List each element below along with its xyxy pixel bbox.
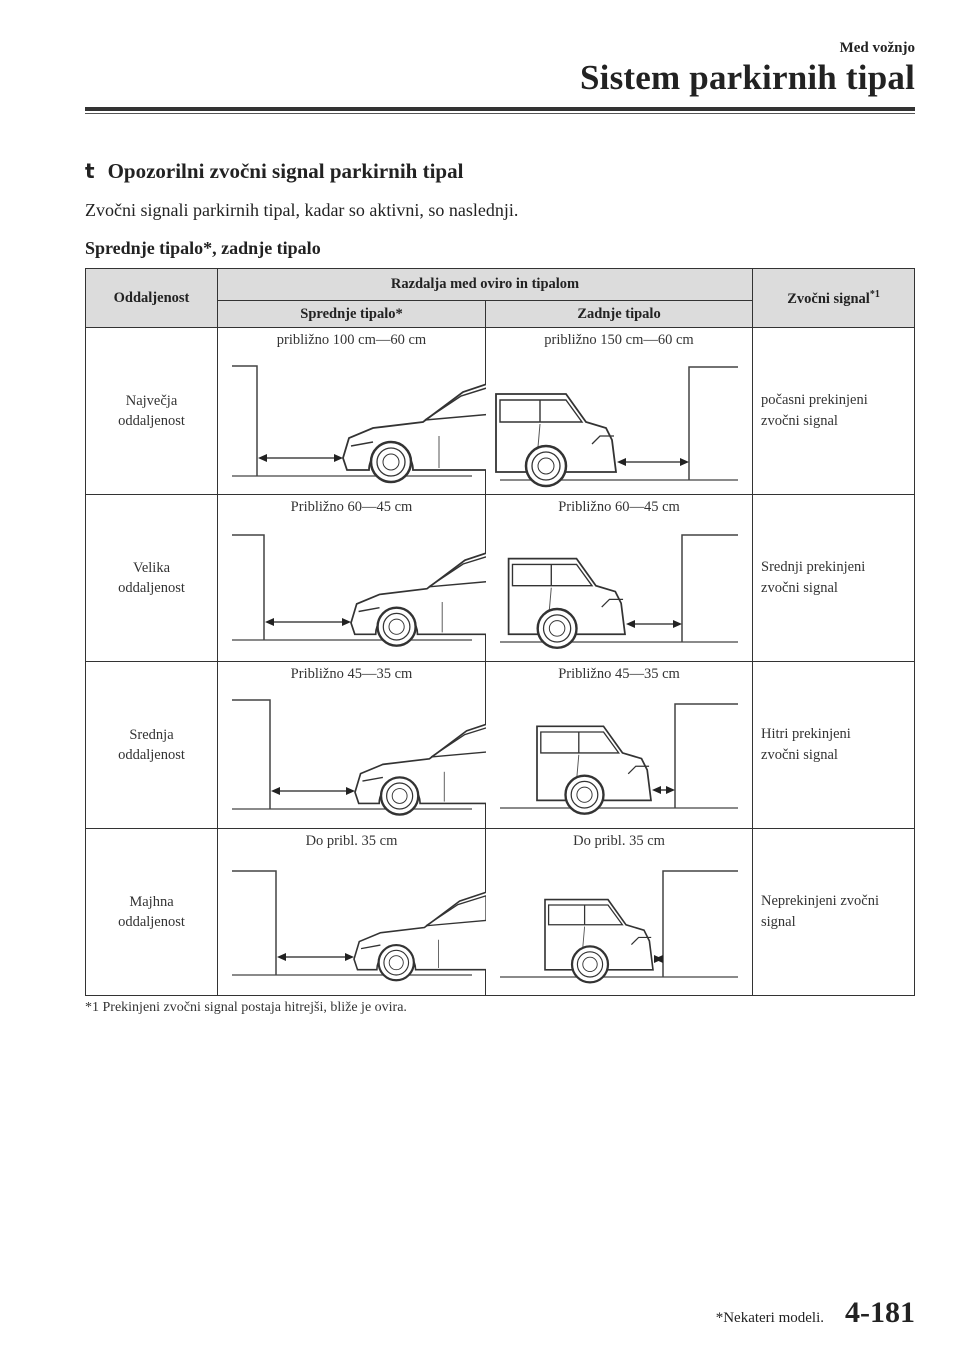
front-range-caption: Približno 60—45 cm bbox=[290, 499, 413, 515]
rear-car-illustration bbox=[486, 328, 753, 495]
subheading: Sprednje tipalo*, zadnje tipalo bbox=[85, 238, 321, 258]
distance-line2: oddaljenost bbox=[118, 914, 185, 930]
signal-cell bbox=[753, 829, 915, 996]
distance-cell bbox=[86, 829, 218, 996]
distance-line1: Srednja bbox=[129, 727, 174, 743]
header-rear: Zadnje tipalo bbox=[486, 301, 753, 328]
front-range-caption: Približno 45—35 cm bbox=[290, 666, 413, 682]
obstacle-wall bbox=[682, 535, 738, 642]
obstacle-wall bbox=[232, 535, 264, 640]
page-number: 4-181 bbox=[845, 1296, 915, 1329]
distance-line1: Majhna bbox=[129, 894, 174, 910]
distance-line2: oddaljenost bbox=[118, 580, 185, 596]
front-figure-cell bbox=[218, 495, 486, 662]
front-figure-cell bbox=[218, 328, 486, 495]
section-label: Med vožnjo bbox=[839, 40, 915, 56]
title-rule-thin bbox=[85, 113, 915, 114]
heading-bullet: t bbox=[85, 159, 95, 183]
front-figure-cell bbox=[218, 829, 486, 996]
signal-line2: zvočni signal bbox=[761, 747, 838, 763]
page-title: Sistem parkirnih tipal bbox=[579, 58, 915, 97]
header-distance: Oddaljenost bbox=[86, 269, 218, 328]
front-car-illustration bbox=[218, 328, 486, 495]
front-car-illustration bbox=[218, 495, 486, 662]
table-row bbox=[86, 662, 915, 829]
front-range-caption: Do pribl. 35 cm bbox=[305, 833, 398, 849]
rear-figure-cell bbox=[486, 662, 753, 829]
section-heading-text: Opozorilni zvočni signal parkirnih tipal bbox=[107, 159, 464, 183]
rear-range-caption: Do pribl. 35 cm bbox=[573, 833, 665, 849]
signal-line1: Neprekinjeni zvočni bbox=[761, 893, 879, 909]
rear-range-caption: Približno 60—45 cm bbox=[558, 499, 680, 515]
signal-line2: zvočni signal bbox=[761, 580, 838, 596]
footer-note: *Nekateri modeli. bbox=[715, 1310, 824, 1326]
distance-cell bbox=[86, 662, 218, 829]
rear-car-illustration bbox=[486, 495, 753, 662]
sensor-table bbox=[85, 268, 914, 996]
distance-line2: oddaljenost bbox=[118, 413, 185, 429]
signal-cell bbox=[753, 495, 915, 662]
rear-range-caption: Približno 45—35 cm bbox=[558, 666, 680, 682]
obstacle-wall bbox=[232, 700, 270, 809]
signal-line1: počasni prekinjeni bbox=[761, 392, 868, 408]
car-front-icon bbox=[355, 722, 486, 815]
car-rear-icon bbox=[496, 394, 616, 486]
distance-line2: oddaljenost bbox=[118, 747, 185, 763]
rear-range-caption: približno 150 cm—60 cm bbox=[544, 332, 694, 348]
signal-cell bbox=[753, 328, 915, 495]
car-rear-icon bbox=[509, 559, 625, 648]
car-rear-icon bbox=[537, 726, 651, 813]
signal-line2: zvočni signal bbox=[761, 413, 838, 429]
header-front: Sprednje tipalo* bbox=[218, 301, 486, 328]
intro-paragraph: Zvočni signali parkirnih tipal, kadar so aktivni, so naslednji. bbox=[85, 200, 519, 220]
header-signal-text: Zvočni signal bbox=[787, 290, 870, 307]
rear-figure-cell bbox=[486, 328, 753, 495]
table-row bbox=[86, 829, 915, 996]
signal-line2: signal bbox=[761, 914, 796, 930]
car-front-icon bbox=[354, 892, 486, 980]
front-range-caption: približno 100 cm—60 cm bbox=[276, 332, 427, 348]
footnote: *1 Prekinjeni zvočni signal postaja hitrejši, bliže je ovira. bbox=[85, 1000, 407, 1015]
front-figure-cell bbox=[218, 662, 486, 829]
section-heading bbox=[85, 159, 463, 184]
obstacle-wall bbox=[689, 367, 738, 480]
rear-car-illustration bbox=[486, 662, 753, 829]
table-row bbox=[86, 495, 915, 662]
distance-line1: Največja bbox=[125, 393, 178, 409]
header-signal-ref: *1 bbox=[869, 288, 880, 300]
rear-figure-cell bbox=[486, 495, 753, 662]
header-signal bbox=[753, 269, 915, 328]
distance-cell bbox=[86, 328, 218, 495]
distance-cell bbox=[86, 495, 218, 662]
rear-car-illustration bbox=[486, 829, 753, 996]
front-car-illustration bbox=[218, 662, 486, 829]
title-rule bbox=[85, 107, 915, 111]
header-range: Razdalja med oviro in tipalom bbox=[218, 269, 753, 301]
car-rear-icon bbox=[545, 900, 653, 983]
table-row bbox=[86, 328, 915, 495]
distance-line1: Velika bbox=[132, 560, 171, 576]
obstacle-wall bbox=[663, 871, 738, 977]
rear-figure-cell bbox=[486, 829, 753, 996]
obstacle-wall bbox=[675, 704, 738, 808]
car-front-icon bbox=[351, 551, 486, 646]
obstacle-wall bbox=[232, 871, 276, 975]
front-car-illustration bbox=[218, 829, 486, 996]
signal-line1: Hitri prekinjeni bbox=[761, 726, 851, 742]
signal-cell bbox=[753, 662, 915, 829]
signal-line1: Srednji prekinjeni bbox=[761, 559, 866, 575]
obstacle-wall bbox=[232, 366, 257, 476]
car-front-icon bbox=[343, 382, 486, 482]
